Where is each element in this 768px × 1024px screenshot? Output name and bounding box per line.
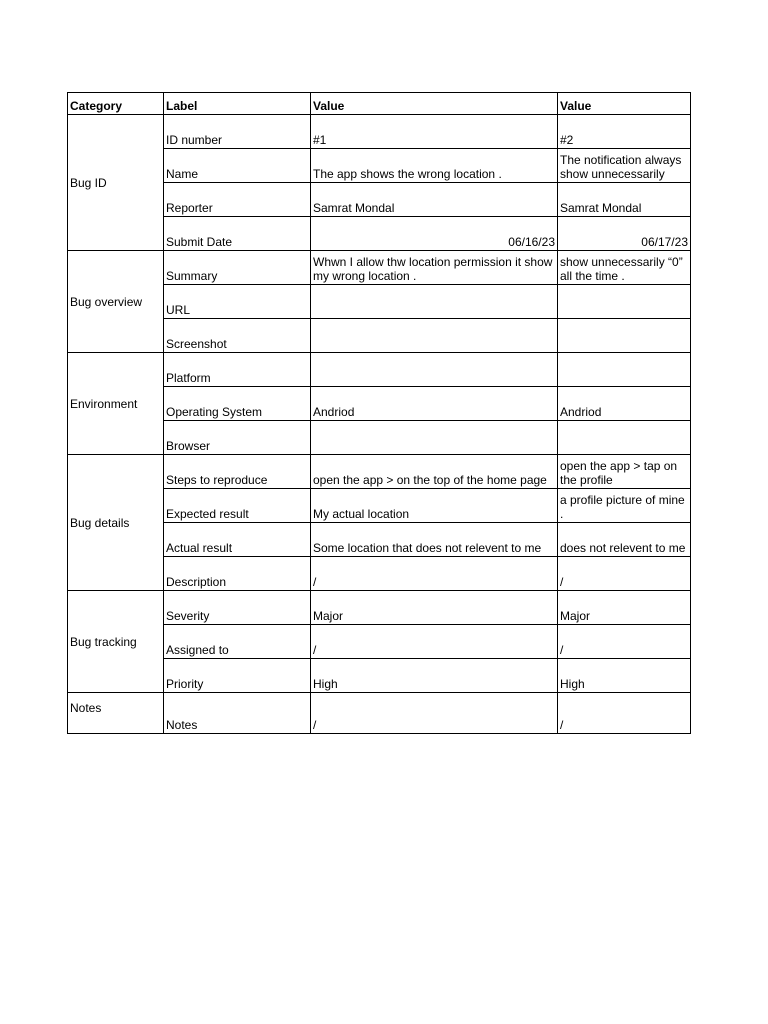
- table-row: [68, 591, 691, 625]
- category-cell: Notes: [68, 693, 164, 734]
- label-cell: URL: [164, 285, 311, 319]
- value-cell: High: [558, 659, 691, 693]
- value-cell: /: [558, 557, 691, 591]
- table-row: [68, 353, 691, 387]
- value-cell: #2: [558, 115, 691, 149]
- header-value-2: Value: [558, 93, 691, 115]
- table-row: [68, 693, 691, 734]
- label-cell: Submit Date: [164, 217, 311, 251]
- value-cell: does not relevent to me: [558, 523, 691, 557]
- category-cell: Bug ID: [68, 115, 164, 251]
- value-cell: [558, 285, 691, 319]
- value-cell: Samrat Mondal: [558, 183, 691, 217]
- table-row: [68, 115, 691, 149]
- label-cell: Summary: [164, 251, 311, 285]
- category-cell: Environment: [68, 353, 164, 455]
- value-cell: [311, 285, 558, 319]
- label-cell: Operating System: [164, 387, 311, 421]
- value-cell: Samrat Mondal: [311, 183, 558, 217]
- value-cell: show unnecessarily “0” all the time .: [558, 251, 691, 285]
- header-value-1: Value: [311, 93, 558, 115]
- category-cell: Bug details: [68, 455, 164, 591]
- value-cell: [311, 353, 558, 387]
- value-cell: /: [311, 693, 558, 734]
- bug-report-table: [67, 92, 691, 734]
- table-row: [68, 251, 691, 285]
- value-cell: [558, 353, 691, 387]
- label-cell: Actual result: [164, 523, 311, 557]
- value-cell: 06/17/23: [558, 217, 691, 251]
- value-cell: [311, 319, 558, 353]
- header-category: Category: [68, 93, 164, 115]
- value-cell: [558, 319, 691, 353]
- value-cell: open the app > on the top of the home page: [311, 455, 558, 489]
- value-cell: High: [311, 659, 558, 693]
- header-row: [68, 93, 691, 115]
- label-cell: Assigned to: [164, 625, 311, 659]
- value-cell: [311, 421, 558, 455]
- value-cell: /: [558, 693, 691, 734]
- value-cell: 06/16/23: [311, 217, 558, 251]
- label-cell: Platform: [164, 353, 311, 387]
- value-cell: The notification always show unnecessarily: [558, 149, 691, 183]
- value-cell: a profile picture of mine .: [558, 489, 691, 523]
- value-cell: Major: [558, 591, 691, 625]
- value-cell: Major: [311, 591, 558, 625]
- label-cell: Screenshot: [164, 319, 311, 353]
- header-label: Label: [164, 93, 311, 115]
- value-cell: #1: [311, 115, 558, 149]
- label-cell: Expected result: [164, 489, 311, 523]
- value-cell: /: [311, 625, 558, 659]
- label-cell: Browser: [164, 421, 311, 455]
- value-cell: /: [311, 557, 558, 591]
- value-cell: Whwn I allow thw location permission it show my wrong location .: [311, 251, 558, 285]
- label-cell: Severity: [164, 591, 311, 625]
- value-cell: The app shows the wrong location .: [311, 149, 558, 183]
- label-cell: ID number: [164, 115, 311, 149]
- category-cell: Bug tracking: [68, 591, 164, 693]
- label-cell: Description: [164, 557, 311, 591]
- value-cell: My actual location: [311, 489, 558, 523]
- label-cell: Priority: [164, 659, 311, 693]
- label-cell: Steps to reproduce: [164, 455, 311, 489]
- value-cell: [558, 421, 691, 455]
- category-cell: Bug overview: [68, 251, 164, 353]
- value-cell: /: [558, 625, 691, 659]
- table-row: [68, 455, 691, 489]
- value-cell: Andriod: [558, 387, 691, 421]
- label-cell: Reporter: [164, 183, 311, 217]
- value-cell: Andriod: [311, 387, 558, 421]
- label-cell: Name: [164, 149, 311, 183]
- value-cell: Some location that does not relevent to me: [311, 523, 558, 557]
- value-cell: open the app > tap on the profile: [558, 455, 691, 489]
- label-cell: Notes: [164, 693, 311, 734]
